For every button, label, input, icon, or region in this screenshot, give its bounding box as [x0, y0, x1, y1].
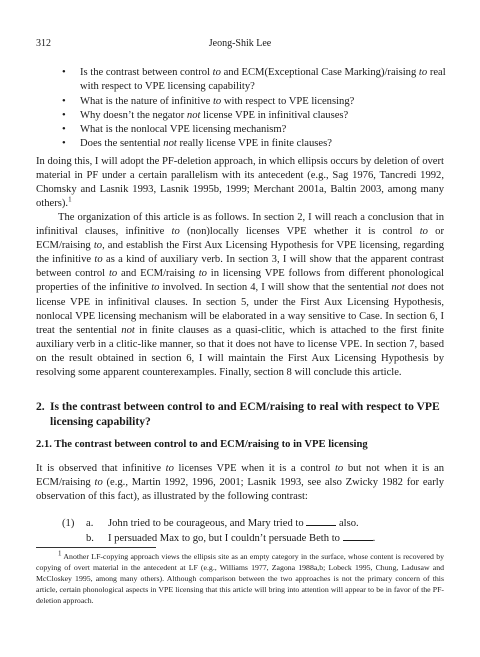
italic-term: to	[108, 268, 118, 280]
paragraph-observation: It is observed that infinitive to licenses VPE when it is a control to but not when it is an ECM/raising to (e.g., Martin 1992, 1996, 2001; Lasnik 1993, see also Zwicky 1982 for early observation of this fact), as illustrated by the following contrast:	[36, 463, 444, 503]
example-letter: a.	[86, 518, 94, 529]
subsection-heading: 2.1. The contrast between control to and ECM/raising to in VPE licensing	[36, 439, 368, 450]
italic-term: to	[419, 226, 428, 238]
bullet-icon: •	[62, 138, 66, 150]
section-title-line1: Is the contrast between control to and ECM/raising to real with respect to VPE	[50, 400, 440, 413]
bullet-item	[62, 137, 457, 151]
bullet-text: What is the nature of infinitive to with respect to VPE licensing?	[80, 95, 355, 107]
running-title: Jeong-Shik Lee	[208, 38, 272, 49]
bullet-item	[62, 123, 457, 137]
bullet-icon: •	[62, 67, 66, 78]
italic-term: not	[391, 282, 405, 294]
italic-term: to	[418, 67, 428, 78]
footnote-reference: 1	[68, 195, 72, 204]
footnote-marker: 1	[58, 549, 62, 558]
example-text-before: John tried to be courageous, and Mary tried to	[108, 518, 307, 529]
example-1b	[62, 531, 452, 546]
italic-term: not	[121, 324, 135, 336]
page-number: 312	[36, 38, 51, 49]
paragraph-approach: In doing this, I will adopt the PF-deletion approach, in which ellipsis occurs by deletion of overt material in PF under a certain parallelism with its antecedent (e.g., Sag 1976, Tancredi 1992, Chomsky and Lasnik 1993, Lasnik 1995b, 1999; Merchant 2001a, Baltin 2003, among many others).$^1$	[36, 156, 444, 210]
paragraph-organization: The organization of this article is as follows. In section 2, I will reach a conclusion that in infinitival clauses, infinitive to (non)locally licenses VPE whether it is control to or ECM/raising to, and establish the First Aux Licensing Hypothesis for VPE licensing, regarding the infinitive to as a kind of auxiliary verb. In section 3, I will show that the apparent contrast between control to and ECM/raising to in licensing VPE follows from different phonological properties of the infinitive to involved. In section 4, I will show that the sentential not does not license VPE in infinitival clauses. In section 5, under the First Aux Licensing Hypothesis, nonlocal VPE licensing mechanism will be elaborated in a way sensitive to Case. In section 6, I treat the sentential not in finite clauses as a quasi-clitic, which is attached to the first finite auxiliary verb in a clitic-like manner, so that it does not have to license VPE. In section 7, based on the result obtained in section 6, I will maintain the First Aux Licensing Hypothesis by resolving some apparent counterexamples. Finally, section 8 will conclude this article.	[36, 212, 445, 379]
italic-term: to	[94, 477, 103, 489]
bullet-text: What is the nonlocal VPE licensing mechanism?	[80, 124, 287, 136]
example-text	[108, 516, 359, 531]
italic-term: not	[186, 109, 201, 121]
italic-term: to	[94, 254, 103, 266]
bullet-text: Why doesn’t the negator not license VPE in infinitival clauses?	[80, 109, 349, 121]
example-1a	[62, 516, 452, 531]
bullet-item	[62, 109, 457, 123]
example-number: (1)	[62, 518, 75, 529]
section-number: 2.	[36, 400, 45, 413]
italic-term: to	[212, 95, 222, 107]
section-title-line2: licensing capability?	[50, 415, 151, 428]
example-text-before: I persuaded Max to go, but I couldn’t persuade Beth to	[108, 533, 343, 544]
italic-term: to	[165, 463, 174, 474]
bullet-icon: •	[62, 109, 66, 121]
bullet-item	[62, 95, 457, 109]
research-questions-list	[62, 66, 457, 152]
example-letter: b.	[86, 533, 94, 544]
italic-term: to	[334, 463, 344, 474]
example-text-after: .	[372, 533, 376, 544]
bullet-text: Is the contrast between control to and ECM(Exceptional Case Marking)/raising to real with respect to VPE licensing capability?	[80, 67, 446, 93]
example-text	[108, 531, 375, 546]
ellipsis-blank	[343, 531, 373, 541]
section-heading	[36, 399, 444, 429]
running-head	[36, 38, 444, 52]
italic-term: to	[93, 240, 103, 252]
bullet-text: Does the sentential not really license VPE in finite clauses?	[80, 138, 332, 150]
example-1	[62, 516, 452, 546]
italic-term: to	[198, 268, 207, 280]
ellipsis-blank	[306, 516, 336, 526]
italic-term: to	[212, 67, 221, 78]
italic-term: not	[163, 138, 177, 150]
example-text-after: also.	[336, 518, 359, 529]
bullet-item	[62, 66, 457, 95]
footnote-1: $^1$ Another LF-copying approach views the ellipsis site as an empty category in the surface, whose content is recovered by copying of overt material in the antecedent at LF (e.g., Williams 1977, Zagona 1988a,b; Lobeck 1995, Chung, Ladusaw and McCloskey 1995, among many others). Although comparison between the two approaches is not the primary concern of this article, certain phonological aspects in VPE licensing that this article will bring into attention will appear to be in favor of the PF-deletion approach.	[36, 549, 444, 605]
italic-term: to	[171, 226, 180, 238]
italic-term: to	[151, 282, 160, 294]
footnote-rule	[36, 547, 156, 548]
bullet-icon: •	[62, 124, 66, 136]
bullet-icon: •	[62, 95, 66, 107]
